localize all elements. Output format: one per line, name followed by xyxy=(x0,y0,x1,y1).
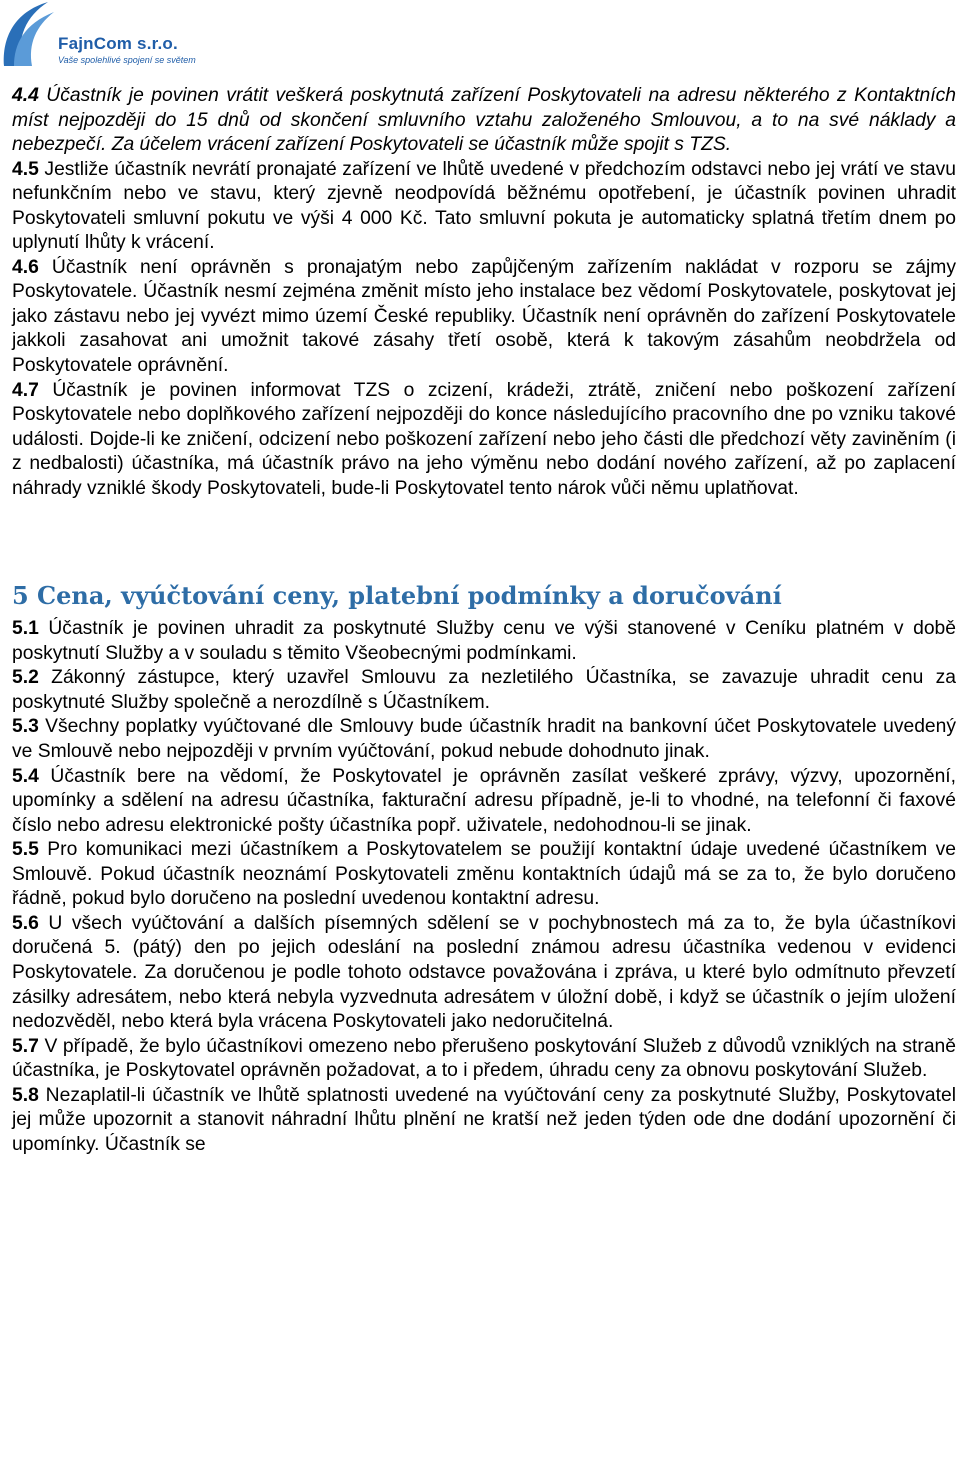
clause-5-8 xyxy=(12,1084,956,1158)
clause-number: 5.5 xyxy=(12,839,39,861)
clause-number: 5.6 xyxy=(12,912,39,934)
logo-tagline: Vaše spolehlivé spojení se světem xyxy=(58,55,196,65)
clause-text: Účastník není oprávněn s pronajatým nebo zapůjčeným zařízením nakládat v rozporu se zájmy Poskytovatele. Účastník nesmí zejména změnit místo jeho instalace bez vědomí Poskytovatele, poskytovat jej jako zástavu nebo jej vyvézt mimo území České republiky. Účastník není oprávněn do zařízení Poskytovatele jakkoli zasahovat ani umožnit takové zásahy třetí osobě, která k takovým zásahům neobdržela od Poskytovatele oprávnění. xyxy=(12,256,956,377)
logo-name: FajnCom s.r.o. xyxy=(58,34,178,53)
company-logo xyxy=(0,0,200,70)
clause-number: 4.6 xyxy=(12,256,39,278)
section-5-heading: 5 Cena, vyúčtování ceny, platební podmínky a doručování xyxy=(12,581,782,611)
clause-4-5 xyxy=(12,158,956,256)
clause-4-6 xyxy=(12,256,956,379)
document-body xyxy=(12,84,956,1157)
clause-5-7 xyxy=(12,1035,956,1084)
clause-text: V případě, že bylo účastníkovi omezeno nebo přerušeno poskytování Služeb z důvodů vzniklých na straně účastníka, je Poskytovatel oprávněn požadovat, a to i předem, úhradu ceny za obnovu poskytování Služeb. xyxy=(12,1035,956,1082)
clause-number: 5.1 xyxy=(12,618,39,640)
logo-swoosh-icon xyxy=(0,0,60,70)
clause-number: 4.4 xyxy=(12,85,39,106)
clause-text: Účastník je povinen informovat TZS o zcizení, krádeži, ztrátě, zničení nebo poškození zařízení Poskytovatele nebo doplňkového zařízení nejpozději do konce následujícího pracovního dne po vzniku takové události. Dojde-li ke zničení, odcizení nebo poškození zařízení nebo jeho části dle předchozí věty zaviněním (i z nedbalosti) účastníka, má účastník právo na jeho výměnu nebo dodání nového zařízení, až po zaplacení náhrady vzniklé škody Poskytovateli, bude-li Poskytovatel tento nárok vůči němu uplatňovat. xyxy=(12,379,956,499)
clause-number: 4.5 xyxy=(12,158,39,180)
clause-number: 5.8 xyxy=(12,1084,39,1106)
clause-text: Jestliže účastník nevrátí pronajaté zařízení ve lhůtě uvedené v předchozím odstavci nebo jej vrátí ve stavu nefunkčním nebo ve stavu, který zjevně neodpovídá běžnému opotřebení, je účastník povinen uhradit Poskytovateli smluvní pokutu ve výši 4 000 Kč. Tato smluvní pokuta je automaticky splatná třetím dnem po uplynutí lhůty k vrácení. xyxy=(12,158,956,254)
clause-number: 4.7 xyxy=(12,379,39,401)
clause-4-7 xyxy=(12,379,956,502)
clause-text: Účastník bere na vědomí, že Poskytovatel je oprávněn zasílat veškeré zprávy, výzvy, upozornění, upomínky a sdělení na adresu účastníka, fakturační adresu případně, je-li to vhodné, na telefonní či faxové číslo nebo adresu elektronické pošty účastníka popř. uživatele, nedohodnou-li se jinak. xyxy=(12,765,957,836)
clause-number: 5.4 xyxy=(12,765,39,787)
clause-text: Účastník je povinen vrátit veškerá poskytnutá zařízení Poskytovateli na adresu některého z Kontaktních míst nejpozději do 15 dnů od skončení smluvního vztahu založeného Smlouvou, a to na své náklady a nebezpečí. Za účelem vrácení zařízení Poskytovateli se účastník může spojit s TZS. xyxy=(12,85,956,156)
clause-text: Účastník je povinen uhradit za poskytnuté Služby cenu ve výši stanovené v Ceníku platném v době poskytnutí Služby a v souladu s těmito Všeobecnými podmínkami. xyxy=(12,618,956,664)
clause-text: Zákonný zástupce, který uzavřel Smlouvu za nezletilého Účastníka, se zavazuje uhradit cenu za poskytnuté Služby společně a nerozdílně s Účastníkem. xyxy=(12,667,957,713)
clause-number: 5.2 xyxy=(12,667,39,689)
clause-text: Pro komunikaci mezi účastníkem a Poskytovatelem se použijí kontaktní údaje uvedené účastníkem ve Smlouvě. Pokud účastník neoznámí Poskytovateli změnu kontaktních údajů má se za to, že bylo doručeno řádně, pokud bylo doručeno na poslední uvedenou kontaktní adresu. xyxy=(12,839,957,910)
clause-5-5 xyxy=(12,838,956,912)
clause-number: 5.3 xyxy=(12,716,39,738)
clause-number: 5.7 xyxy=(12,1035,39,1057)
clause-text: Nezaplatil-li účastník ve lhůtě splatnosti uvedené na vyúčtování ceny za poskytnuté Služby, Poskytovatel jej může upozornit a stanovit náhradní lhůtu plnění ne kratší než jeden týden ode dne dodání upozornění či upomínky. Účastník se xyxy=(12,1084,956,1155)
clause-5-3 xyxy=(12,715,956,764)
clause-5-2 xyxy=(12,666,956,715)
clause-text: U všech vyúčtování a dalších písemných sdělení se v pochybnostech má za to, že byla účastníkovi doručená 5. (pátý) den po jejich odeslání na poslední známou adresu účastníka vedenou v evidenci Poskytovatele. Za doručenou je podle tohoto odstavce považována i zpráva, u které bylo odmítnuto převzetí zásilky adresátem, nebo která nebyla vyzvednuta adresátem v úložní době, i když se účastník o jejím uložení nedozvěděl, nebo která byla vrácena Poskytovateli jako nedoručitelná. xyxy=(12,912,957,1033)
clause-5-6 xyxy=(12,912,956,1035)
clause-4-4 xyxy=(12,84,956,158)
clause-5-1 xyxy=(12,617,956,666)
clause-text: Všechny poplatky vyúčtované dle Smlouvy bude účastník hradit na bankovní účet Poskytovatele uvedený ve Smlouvě nebo nejpozději v prvním vyúčtování, pokud nebude dohodnuto jinak. xyxy=(12,716,956,763)
clause-5-4 xyxy=(12,765,956,839)
